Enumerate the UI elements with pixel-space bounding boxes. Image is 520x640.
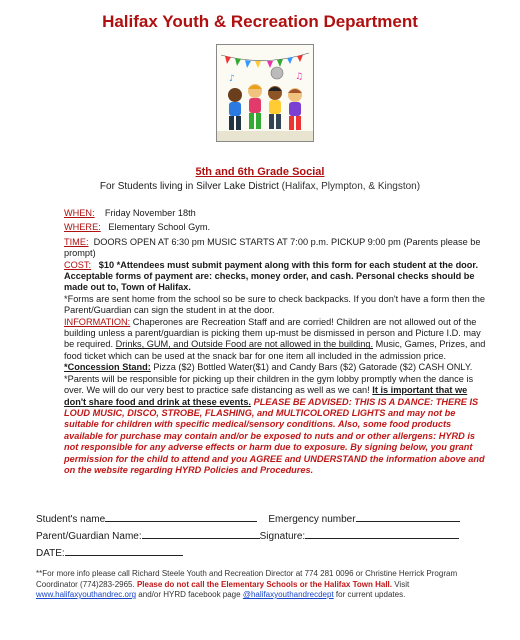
website-link[interactable]: www.halifaxyouthandrec.org	[36, 590, 137, 599]
svg-text:♫: ♫	[295, 72, 304, 82]
where-row	[64, 222, 488, 233]
concession-label: *Concession Stand:	[64, 362, 151, 373]
subtitle-towns: (Halifax, Plympton, & Kingston)	[281, 181, 421, 192]
footer-updates: for current updates.	[335, 590, 406, 599]
event-title: 5th and 6th Grade Social	[195, 166, 325, 178]
footer-contact-text: **For more info please call Richard Steele Youth and Recreation Director at 774 281 0096 or Christine Herrick Program Coordinator (774)283-2965.	[36, 569, 458, 589]
date-field[interactable]	[65, 544, 183, 556]
where-value: Elementary School Gym.	[108, 222, 211, 233]
footer-facebook-text: and/or HYRD facebook page	[138, 590, 241, 599]
subtitle-district: For Students living in Silver Lake District	[99, 181, 279, 192]
cost-row	[64, 260, 488, 294]
information-label: INFORMATION:	[64, 316, 131, 327]
information-row	[64, 317, 488, 477]
information-food-rule: Drinks, GUM, and Outside Food are not allowed in the building.	[115, 339, 373, 350]
event-subtitle	[0, 181, 520, 192]
signature-label: Signature:	[259, 531, 306, 542]
cost-value: $10 *Attendees must submit payment along with this form for each student at the door. Acceptable forms of payment are: checks, money order, and cash. Personal checks should be made out to, Town of Halifax.	[64, 259, 479, 293]
footer-info	[36, 569, 494, 601]
emergency-number-label: Emergency number	[268, 514, 356, 525]
when-value: Friday November 18th	[104, 208, 196, 218]
time-label: TIME:	[64, 236, 89, 247]
emergency-number-field[interactable]	[356, 510, 460, 522]
warning-notice: PLEASE BE ADVISED: THIS IS A DANCE: THERE IS LOUD MUSIC, DISCO, STROBE, FLASHING, and MULTICOLORED LIGHTS and may not be suitable for children with specific medical/sensory conditions. Also, some food products available for purchase may contain and/or be exposed to nuts and or other allergens: HYRD is not responsible for any adverse effects or harm due to exposure. By signing below, you grant permission for the child to attend and you AGREE and UNDERSTAND the information above and on the website regarding HYRD Policies and Procedures.	[64, 396, 485, 475]
cost-label: COST:	[64, 259, 92, 270]
form-row-3	[36, 544, 496, 561]
information-text-2: Music, Games, Prizes, and food ticket which can be used at the snack bar for one item all included in the admission price.	[64, 339, 486, 361]
svg-text:♪: ♪	[229, 74, 235, 84]
kids-dancing-illustration	[216, 44, 314, 142]
where-label: WHERE:	[64, 222, 101, 233]
concession-text: Pizza ($2) Bottled Water($1) and Candy Bars ($2) Gatorade ($2) CASH ONLY. *Parents will be responsible for picking up their children in the gym lobby promptly when the dance is over. We will do our very best to practice safe distancing as well as we can!	[64, 362, 474, 396]
facebook-link[interactable]: @halifaxyouthandrecdept	[242, 590, 334, 599]
signature-field[interactable]	[305, 527, 459, 539]
event-details	[64, 208, 488, 476]
department-title: Halifax Youth & Recreation Department	[102, 12, 418, 31]
time-row	[64, 237, 488, 260]
kids-dancing-icon	[217, 45, 313, 141]
signup-form	[36, 510, 496, 561]
footer-visit: Visit	[394, 579, 410, 589]
form-row-2	[36, 527, 496, 544]
share-food-notice: It is important that we don't share food and drink at these events.	[64, 385, 468, 407]
form-row-1	[36, 510, 496, 527]
date-label: DATE:	[36, 548, 65, 559]
footer-warning: Please do not call the Elementary Schools or the Halifax Town Hall.	[136, 579, 392, 589]
student-name-label: Student's name	[36, 514, 106, 525]
guardian-name-field[interactable]	[142, 527, 260, 539]
when-row	[64, 208, 488, 219]
student-name-field[interactable]	[105, 510, 257, 522]
time-value: DOORS OPEN AT 6:30 pm MUSIC STARTS AT 7:00 p.m. PICKUP 9:00 pm (Parents please be prompt)	[64, 236, 481, 259]
when-label: WHEN:	[64, 208, 95, 218]
information-text-1: Chaperones are Recreation Staff and are corried! Children are not allowed out of the building unless a parent/guardian is picking them up-must be dismissed in person and Picture I.D. may be required.	[64, 316, 481, 350]
guardian-name-label: Parent/Guardian Name:	[36, 531, 142, 542]
forms-note: *Forms are sent home from the school so be sure to check backpacks. If you don't have a form then the Parent/Guardian can sign the student in at the door.	[64, 293, 486, 316]
